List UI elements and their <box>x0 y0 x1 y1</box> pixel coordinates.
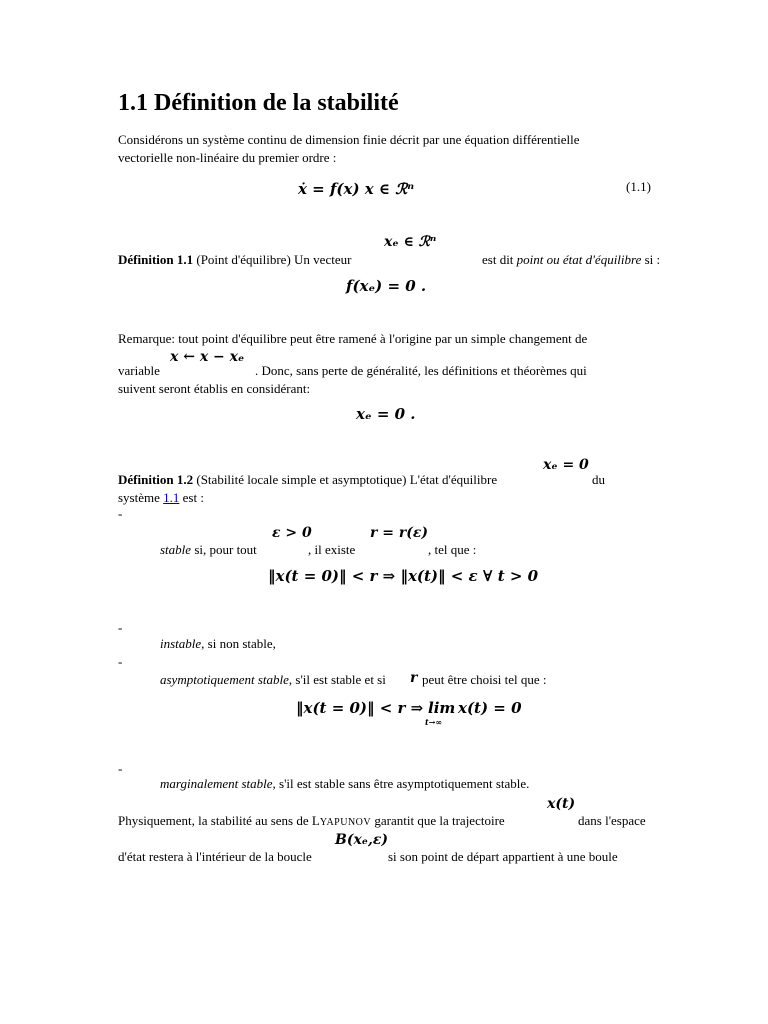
closing-line-1 <box>118 812 505 832</box>
stable-term: stable <box>160 542 192 557</box>
intro-line-2: vectorielle non-linéaire du premier ordre : <box>118 150 337 165</box>
closing-line-2: d'état restera à l'intérieur de la boucle <box>118 849 312 864</box>
list-dash-2: - <box>118 620 123 635</box>
def11-after-text: est dit <box>482 252 517 267</box>
closing-line-2-end: si son point de départ appartient à une boule <box>388 849 618 864</box>
instable-item-line <box>160 635 276 653</box>
definition-1-1-text: (Point d'équilibre) Un vecteur <box>193 252 352 267</box>
closing-line-1-end: dans l'espace <box>578 813 646 828</box>
limit-operator: lim <box>428 699 456 717</box>
list-dash-1: - <box>118 506 123 521</box>
stable-item-line <box>160 541 257 559</box>
asymptotic-equation-right: x(t) = 0 <box>458 699 522 717</box>
def11-end-text: si : <box>641 252 661 267</box>
definition-1-2-text: (Stabilité locale simple et asymptotique) L'état d'équilibre <box>193 472 498 487</box>
equilibrium-equation: f(xₑ) = 0 . <box>346 277 427 295</box>
stable-text-3: , tel que : <box>428 542 477 557</box>
asymptotic-term: asymptotiquement stable <box>160 672 289 687</box>
definition-1-1-line <box>118 251 351 269</box>
marginal-text: , s'il est stable sans être asymptotiquement stable. <box>272 776 530 791</box>
asymptotic-text-2: peut être choisi tel que : <box>422 672 547 687</box>
instable-text: , si non stable, <box>201 636 276 651</box>
definition-1-2-label: Définition 1.2 <box>118 472 194 487</box>
remark-line-3: suivent seront établis en considérant: <box>118 381 311 396</box>
intro-line-1: Considérons un système continu de dimension finie décrit par une équation différentielle <box>118 132 580 147</box>
list-dash-3: - <box>118 654 123 669</box>
section-title: 1.1 Définition de la stabilité <box>118 90 399 116</box>
remark-variable-word: variable <box>118 363 160 378</box>
list-dash-4: - <box>118 761 123 776</box>
trajectory-math: x(t) <box>547 796 576 812</box>
stable-text-1: si, pour tout <box>191 542 257 557</box>
asymptotic-text-1: , s'il est stable et si <box>288 672 386 687</box>
stability-equation: ‖x(t = 0)‖ < r ⇒ ‖x(t)‖ < ε ∀ t > 0 <box>268 567 539 585</box>
asymptotic-item-line <box>160 671 386 689</box>
r-of-epsilon-math: r = r(ε) <box>370 525 428 541</box>
epsilon-math: ε > 0 <box>272 525 312 541</box>
ball-math: B(xₑ,ε) <box>335 832 389 848</box>
remark-line-1: Remarque: tout point d'équilibre peut être ramené à l'origine par un simple changement de <box>118 331 588 346</box>
stable-text-2: , il existe <box>308 542 356 557</box>
r-math: r <box>410 670 418 686</box>
definition-1-2-du: du <box>592 472 605 487</box>
equation-1-1-link[interactable]: 1.1 <box>163 490 180 505</box>
instable-term: instable <box>160 636 202 651</box>
definition-1-1-end <box>482 251 660 269</box>
change-variable-math: x ← x − xₑ <box>170 349 245 365</box>
limit-subscript: t→∞ <box>425 717 443 727</box>
lyapunov-smallcaps: YAPUNOV <box>319 817 372 828</box>
closing-mid: garantit que la trajectoire <box>371 813 505 828</box>
def11-italic-term: point ou état d'équilibre <box>516 252 642 267</box>
marginal-item-line <box>160 775 529 793</box>
definition-1-1-label: Définition 1.1 <box>118 252 194 267</box>
marginal-term: marginalement stable <box>160 776 273 791</box>
equation-1-1: ẋ = f(x) x ∈ ℛⁿ <box>298 180 415 198</box>
equilibrium-zero-math: xₑ = 0 <box>543 457 589 473</box>
system-word: système <box>118 490 164 505</box>
equation-number: (1.1) <box>626 179 651 194</box>
est-word: est : <box>179 490 204 505</box>
remark-line-2: . Donc, sans perte de généralité, les définitions et théorèmes qui <box>255 363 587 378</box>
definition-1-2-line <box>118 471 497 489</box>
definition-1-2-system-line <box>118 489 204 507</box>
asymptotic-equation-left: ‖x(t = 0)‖ < r ⇒ <box>296 699 424 717</box>
origin-equation: xₑ = 0 . <box>356 405 416 423</box>
closing-start: Physiquement, la stabilité au sens de L <box>118 813 320 828</box>
equilibrium-vector-math: xₑ ∈ ℛⁿ <box>384 234 437 250</box>
